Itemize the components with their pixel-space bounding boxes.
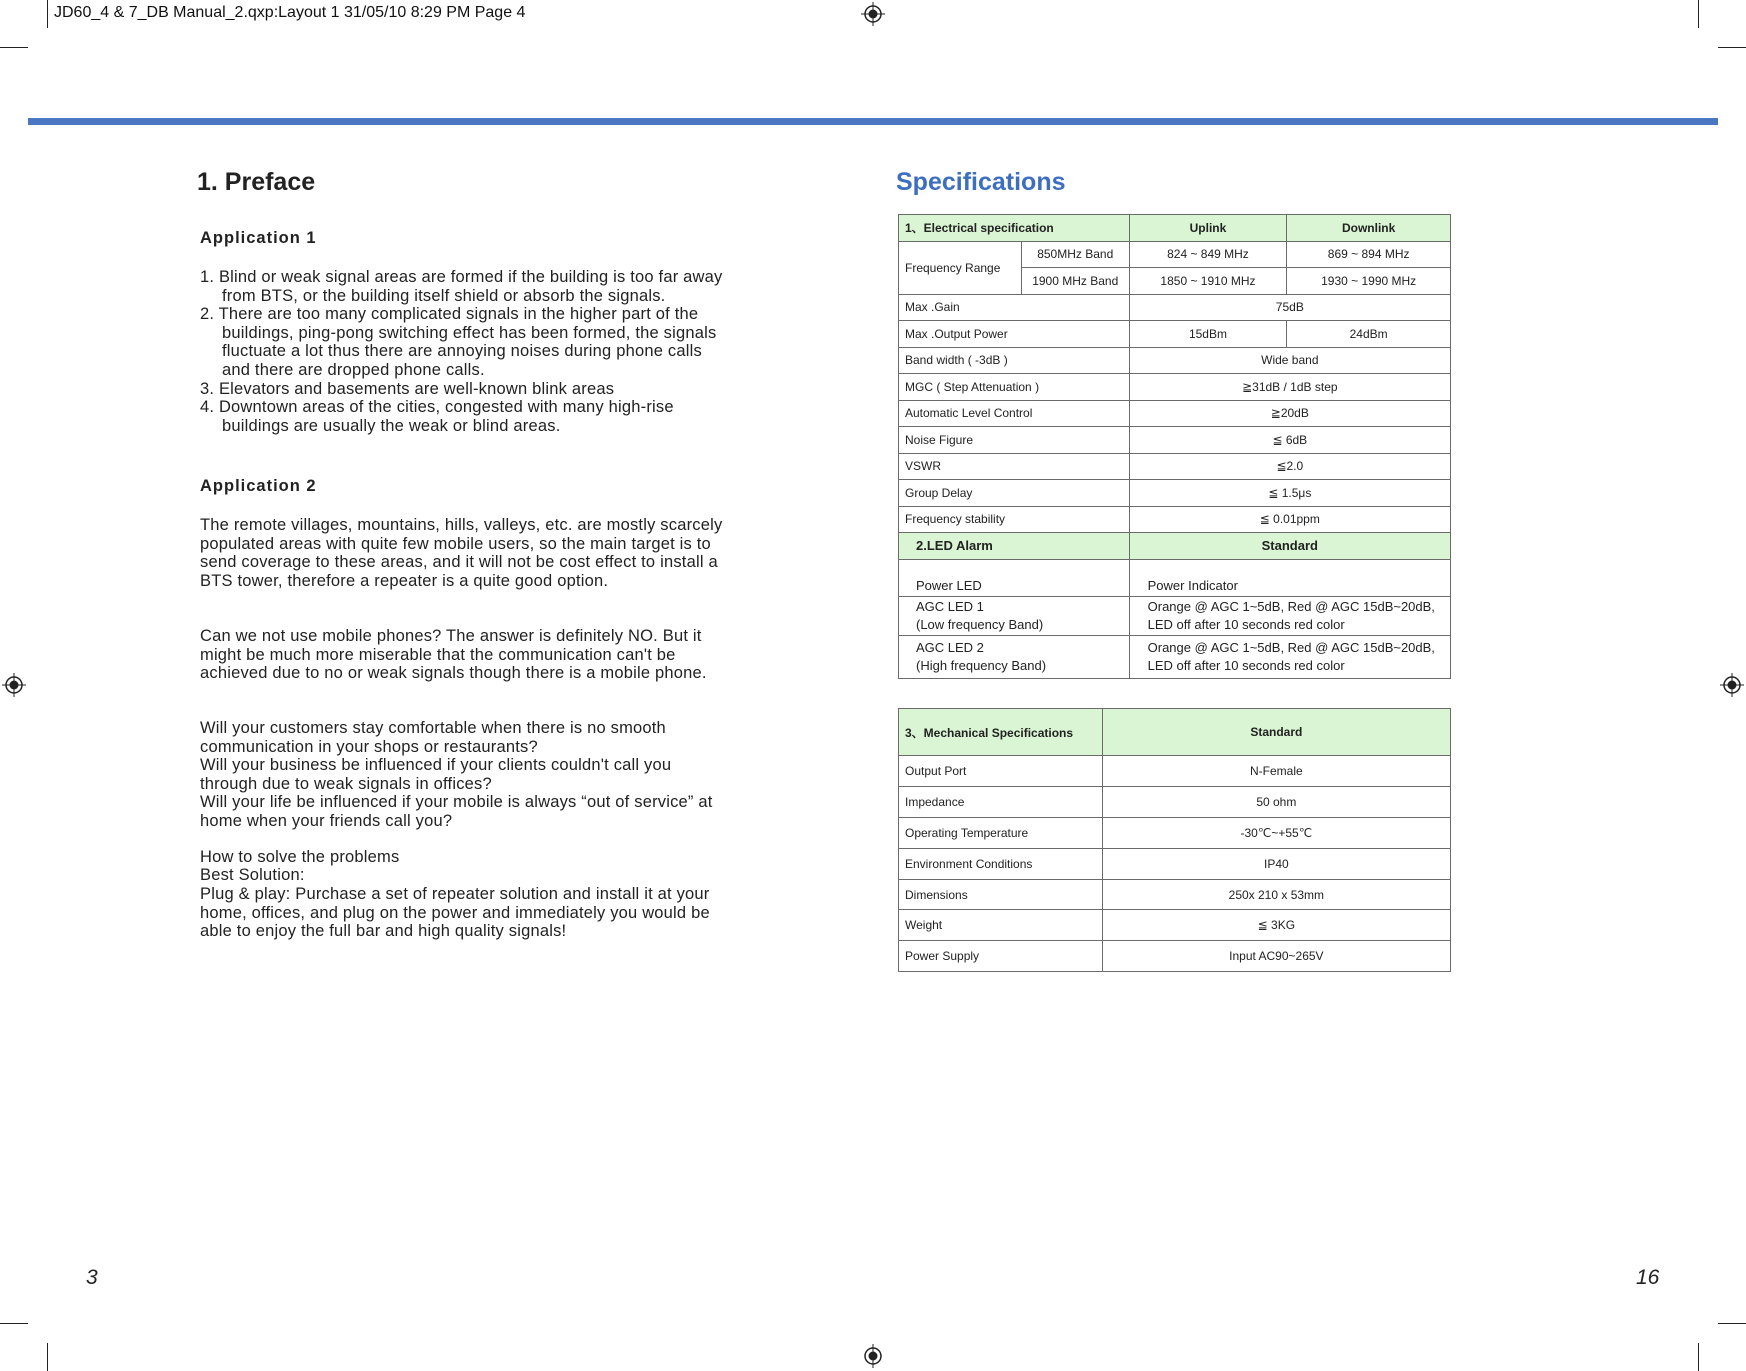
row-label: Frequency Range [899, 241, 1022, 294]
table-header: Standard [1129, 533, 1450, 560]
specifications-title: Specifications [896, 168, 1066, 196]
table-row [899, 848, 1451, 879]
row-label: Output Port [899, 756, 1103, 787]
table-cell: ≧31dB / 1dB step [1129, 374, 1450, 401]
table-row [899, 910, 1451, 941]
table-row [899, 756, 1451, 787]
table-cell [1129, 596, 1450, 635]
table-cell: 50 ohm [1102, 786, 1450, 817]
table-cell: ≦ 6dB [1129, 427, 1450, 454]
row-label: Group Delay [899, 480, 1130, 507]
row-label: Dimensions [899, 879, 1103, 910]
crop-mark [1698, 1343, 1699, 1371]
table-header: Uplink [1129, 215, 1287, 242]
page-number-right: 16 [1636, 1266, 1660, 1289]
crop-mark [0, 47, 28, 48]
table-cell: Wide band [1129, 347, 1450, 374]
print-slug: JD60_4 & 7_DB Manual_2.qxp:Layout 1 31/05/10 8:29 PM Page 4 [54, 4, 526, 21]
crop-mark [0, 1323, 28, 1324]
table-row [899, 786, 1451, 817]
row-label [899, 596, 1130, 635]
table-cell: IP40 [1102, 848, 1450, 879]
crop-mark [47, 0, 48, 28]
list-item: 3. Elevators and basements are well-known blink areas [200, 379, 615, 398]
table-cell: 15dBm [1129, 321, 1287, 348]
table-row [899, 941, 1451, 972]
crop-mark [1698, 0, 1699, 28]
table-cell: Power Indicator [1129, 559, 1450, 596]
table-cell: 24dBm [1287, 321, 1451, 348]
row-label: Band width ( -3dB ) [899, 347, 1130, 374]
table-cell: Input AC90~265V [1102, 941, 1450, 972]
table-cell: 824 ~ 849 MHz [1129, 241, 1287, 268]
row-label: Weight [899, 910, 1103, 941]
table-cell: 1930 ~ 1990 MHz [1287, 268, 1451, 295]
table-row [899, 817, 1451, 848]
paragraph: Can we not use mobile phones? The answer is definitely NO. But it might be much more miserable that the communication can't be achieved due to no or weak signals though there is a mobile phone. [200, 627, 707, 683]
mechanical-spec-table [898, 708, 1451, 972]
row-label: Power Supply [899, 941, 1103, 972]
table-cell: ≦ 1.5μs [1129, 480, 1450, 507]
paragraph: Will your business be influenced if your clients couldn't call you through due to weak signals in offices? [200, 756, 672, 793]
crop-mark [1718, 1323, 1746, 1324]
row-label: Max .Output Power [899, 321, 1130, 348]
table-cell: 75dB [1129, 294, 1450, 321]
row-label: VSWR [899, 453, 1130, 480]
led-band: (Low frequency Band) [916, 616, 1044, 632]
page-number-left: 3 [86, 1266, 98, 1289]
paragraph: How to solve the problems [200, 848, 400, 866]
registration-mark-icon [2, 673, 26, 697]
row-label: Max .Gain [899, 294, 1130, 321]
header-rule [28, 118, 1718, 125]
paragraph: The remote villages, mountains, hills, valleys, etc. are mostly scarcely populated areas with quite few mobile users, so the main target is to send coverage to these areas, and it will not be cost effect to install a BTS tower, therefore a repeater is a quite good option. [200, 516, 723, 590]
row-label: Operating Temperature [899, 817, 1103, 848]
row-label: Frequency stability [899, 506, 1130, 533]
band-label: 1900 MHz Band [1021, 268, 1129, 295]
table-header: 3、Mechanical Specifications [899, 709, 1103, 756]
row-label: Noise Figure [899, 427, 1130, 454]
table-cell: 869 ~ 894 MHz [1287, 241, 1451, 268]
row-label: Impedance [899, 786, 1103, 817]
led-name: AGC LED 2 [916, 639, 984, 655]
table-header: Standard [1102, 709, 1450, 756]
application-1-list [200, 268, 725, 435]
paragraph: Plug & play: Purchase a set of repeater solution and install it at your home, offices, and plug on the power and immediately you would be able to enjoy the full bar and high quality signals! [200, 885, 710, 941]
paragraph: Best Solution: [200, 866, 305, 884]
led-name: AGC LED 1 [916, 598, 984, 614]
band-label: 850MHz Band [1021, 241, 1129, 268]
led-description: LED off after 10 seconds red color [1147, 657, 1345, 673]
led-description: LED off after 10 seconds red color [1147, 616, 1345, 632]
registration-mark-icon [861, 1344, 885, 1368]
list-item: 1. Blind or weak signal areas are formed if the building is too far away from BTS, or the building itself shield or absorb the signals. [200, 268, 723, 305]
crop-mark [47, 1343, 48, 1371]
table-header: 1、Electrical specification [899, 215, 1130, 242]
table-row [899, 879, 1451, 910]
table-header: Downlink [1287, 215, 1451, 242]
table-cell: ≦ 0.01ppm [1129, 506, 1450, 533]
paragraph: Will your customers stay comfortable when there is no smooth communication in your shops or restaurants? [200, 719, 666, 756]
application-1-heading: Application 1 [200, 229, 317, 247]
preface-title: 1. Preface [197, 168, 316, 196]
crop-mark [1718, 47, 1746, 48]
row-label [899, 635, 1130, 678]
row-label: Power LED [899, 559, 1130, 596]
row-label: Automatic Level Control [899, 400, 1130, 427]
paragraph: Will your life be influenced if your mobile is always “out of service” at home when your friends call you? [200, 793, 713, 830]
table-cell: ≦ 3KG [1102, 910, 1450, 941]
table-cell: -30℃~+55℃ [1102, 817, 1450, 848]
application-2-heading: Application 2 [200, 477, 317, 495]
table-header: 2.LED Alarm [899, 533, 1130, 560]
list-item: 4. Downtown areas of the cities, congested with many high-rise buildings are usually the weak or blind areas. [200, 398, 674, 435]
row-label: MGC ( Step Attenuation ) [899, 374, 1130, 401]
led-description: Orange @ AGC 1~5dB, Red @ AGC 15dB~20dB, [1147, 639, 1435, 655]
led-description: Orange @ AGC 1~5dB, Red @ AGC 15dB~20dB, [1147, 598, 1435, 614]
list-item: 2. There are too many complicated signals in the higher part of the buildings, ping-pong switching effect has been formed, the signals fluctuate a lot thus there are annoying noises during phone calls and there are dropped phone calls. [200, 305, 717, 379]
table-cell: ≧20dB [1129, 400, 1450, 427]
electrical-spec-table [898, 214, 1451, 679]
led-band: (High frequency Band) [916, 657, 1047, 673]
table-cell [1129, 635, 1450, 678]
registration-mark-icon [1720, 673, 1744, 697]
table-cell: ≦2.0 [1129, 453, 1450, 480]
table-cell: 1850 ~ 1910 MHz [1129, 268, 1287, 295]
table-cell: N-Female [1102, 756, 1450, 787]
row-label: Environment Conditions [899, 848, 1103, 879]
table-cell: 250x 210 x 53mm [1102, 879, 1450, 910]
registration-mark-icon [861, 2, 885, 26]
